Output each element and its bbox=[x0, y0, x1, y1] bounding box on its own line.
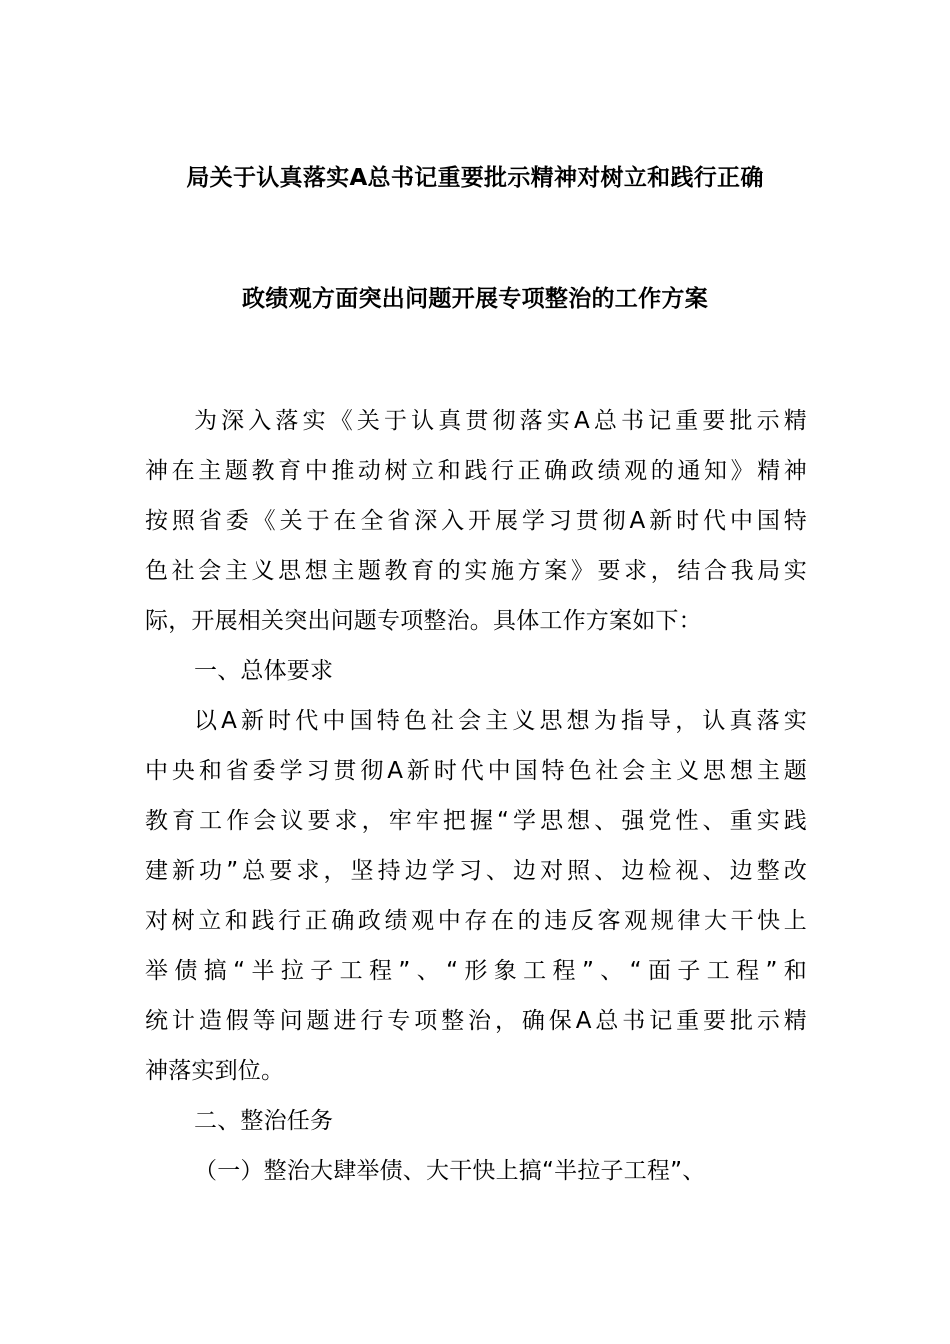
paragraph-2-line-7: 统计造假等问题进行专项整治，确保A总书记重要批示精 bbox=[145, 1008, 807, 1034]
paragraph-1-line-2: 神在主题教育中推动树立和践行正确政绩观的通知》精神 bbox=[145, 458, 807, 484]
paragraph-2-line-8: 神落实到位。 bbox=[145, 1058, 285, 1084]
document-title-line-2: 政绩观方面突出问题开展专项整治的工作方案 bbox=[242, 286, 708, 312]
paragraph-1-line-4: 色社会主义思想主题教育的实施方案》要求，结合我局实 bbox=[145, 558, 807, 584]
paragraph-1-line-5: 际，开展相关突出问题专项整治。具体工作方案如下： bbox=[145, 608, 702, 634]
subsection-heading-1: （一）整治大肆举债、大干快上搞“半拉子工程”、 bbox=[194, 1158, 706, 1184]
paragraph-1-line-1: 为深入落实《关于认真贯彻落实A总书记重要批示精 bbox=[194, 408, 807, 434]
paragraph-2-line-6: 举债搞“半拉子工程”、“形象工程”、“面子工程”和 bbox=[145, 958, 807, 984]
section-heading-2: 二、整治任务 bbox=[194, 1108, 334, 1134]
paragraph-2-line-2: 中央和省委学习贯彻A新时代中国特色社会主义思想主题 bbox=[145, 758, 807, 784]
paragraph-2-line-1: 以A新时代中国特色社会主义思想为指导，认真落实 bbox=[194, 708, 807, 734]
document-title-line-1: 局关于认真落实A总书记重要批示精神对树立和践行正确 bbox=[186, 165, 764, 191]
paragraph-1-line-3: 按照省委《关于在全省深入开展学习贯彻A新时代中国特 bbox=[145, 508, 807, 534]
section-heading-1: 一、总体要求 bbox=[194, 658, 334, 684]
paragraph-2-line-5: 对树立和践行正确政绩观中存在的违反客观规律大干快上 bbox=[145, 908, 807, 934]
paragraph-2-line-3: 教育工作会议要求，牢牢把握“学思想、强党性、重实践 bbox=[145, 808, 807, 834]
paragraph-2-line-4: 建新功”总要求，坚持边学习、边对照、边检视、边整改 bbox=[145, 858, 807, 884]
